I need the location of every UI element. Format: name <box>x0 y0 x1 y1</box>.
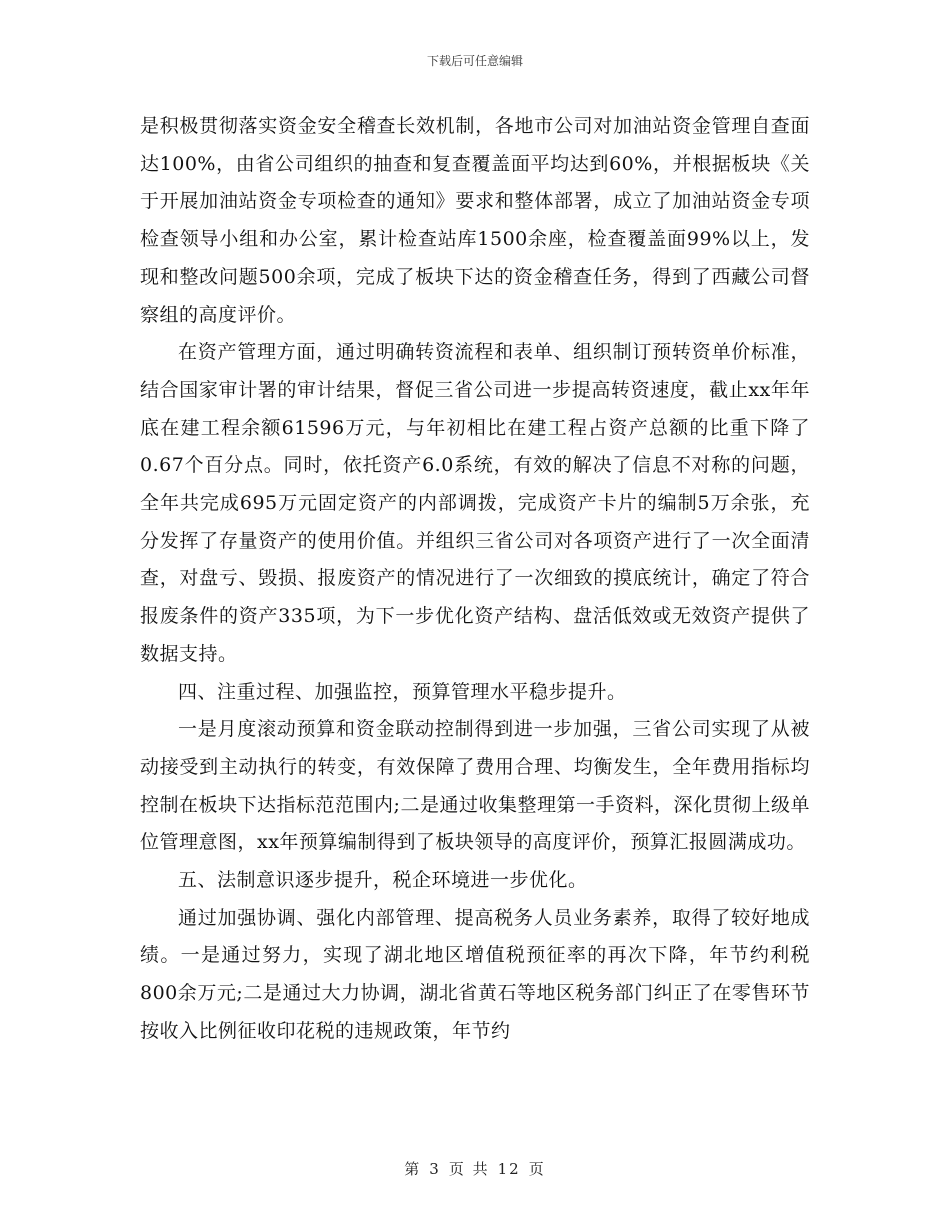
paragraph-2: 在资产管理方面，通过明确转资流程和表单、组织制订预转资单价标准，结合国家审计署的审计结果，督促三省公司进一步提高转资速度，截止xx年年底在建工程余额61596万元，与年初相比在建工程占资产总额的比重下降了0.67个百分点。同时，依托资产6.0系统，有效的解决了信息不对称的问题，全年共完成695万元固定资产的内部调拨，完成资产卡片的编制5万余张，充分发挥了存量资产的使用价值。并组织三省公司对各项资产进行了一次全面清查，对盘亏、毁损、报废资产的情况进行了一次细致的摸底统计，确定了符合报废条件的资产335项，为下一步优化资产结构、盘活低效或无效资产提供了数据支持。 <box>140 341 810 665</box>
page-header: 下载后可任意编辑 <box>426 54 523 68</box>
paragraph-1: 是积极贯彻落实资金安全稽查长效机制，各地市公司对加油站资金管理自查面达100%，由省公司组织的抽查和复查覆盖面平均达到60%，并根据板块《关于开展加油站资金专项检查的通知》要求和整体部署，成立了加油站资金专项检查领导小组和办公室，累计检查站库1500余座，检查覆盖面99%以上，发现和整改问题500余项，完成了板块下达的资金稽查任务，得到了西藏公司督察组的高度评价。 <box>140 115 810 326</box>
section-heading-4: 四、注重过程、加强监控，预算管理水平稳步提升。 <box>178 680 627 703</box>
paragraph-3: 一是月度滚动预算和资金联动控制得到进一步加强，三省公司实现了从被动接受到主动执行的转变，有效保障了费用合理、均衡发生，全年费用指标均控制在板块下达指标范范围内;二是通过收集整理第一手资料，深化贯彻上级单位管理意图，xx年预算编制得到了板块领导的高度评价，预算汇报圆满成功。 <box>140 718 810 854</box>
section-heading-5: 五、法制意识逐步提升，税企环境进一步优化。 <box>178 869 588 892</box>
paragraph-4: 通过加强协调、强化内部管理、提高税务人员业务素养，取得了较好地成绩。一是通过努力，实现了湖北地区增值税预征率的再次下降，年节约利税800余万元;二是通过大力协调，湖北省黄石等地区税务部门纠正了在零售环节按收入比例征收印花税的违规政策，年节约 <box>140 906 810 1042</box>
footer-suffix: 页 <box>528 1160 546 1178</box>
footer-total-pages: 12 <box>497 1160 521 1178</box>
footer-prefix: 第 <box>404 1160 422 1178</box>
document-body <box>140 108 810 1051</box>
page-footer <box>0 1158 950 1179</box>
footer-middle: 页 共 <box>448 1160 490 1178</box>
footer-page-number: 3 <box>429 1160 441 1178</box>
